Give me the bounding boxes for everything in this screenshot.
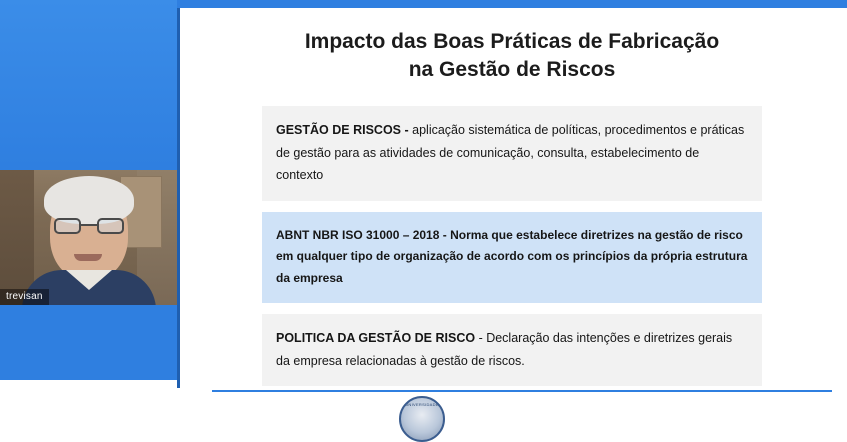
content-block — [262, 314, 762, 386]
content-block — [262, 212, 762, 304]
content-block-lead: GESTÃO DE RISCOS - — [276, 123, 413, 137]
video-background-left-wall — [0, 170, 34, 305]
glasses-icon — [54, 218, 124, 234]
video-panel — [0, 0, 177, 415]
content-block-text: Norma que estabelece diretrizes na gestão de risco em qualquer tipo de organização de acordo com os princípios da própria estrutura da empresa — [276, 227, 748, 285]
content-block-lead: ABNT NBR ISO 31000 – 2018 - — [276, 227, 451, 242]
video-panel-bottom-strip — [0, 380, 177, 415]
content-block-lead: POLITICA DA GESTÃO DE RISCO — [276, 331, 476, 346]
presentation-slide — [177, 0, 847, 415]
institution-seal-text: UNIVERSIDADE — [405, 402, 439, 407]
participant-hair — [44, 176, 134, 224]
slide-left-rule — [177, 8, 180, 388]
content-block — [262, 106, 762, 201]
content-block-text: aplicação sistemática de políticas, procedimentos e práticas de gestão para as atividades de comunicação, consulta, estabelecimento de contexto — [276, 123, 745, 182]
slide-title-line-2: na Gestão de Riscos — [408, 58, 616, 82]
content-block-text: - Declaração das intenções e diretrizes gerais da empresa relacionadas à gestão de riscos. — [276, 331, 733, 368]
participant-mouth — [74, 254, 102, 261]
slide-footer-divider — [212, 390, 832, 392]
participant-name-label: trevisan — [0, 289, 49, 305]
slide-title — [217, 28, 807, 85]
slide-content-blocks — [262, 106, 762, 397]
participant-video-tile[interactable] — [0, 170, 177, 305]
institution-seal-icon — [399, 396, 445, 442]
slide-title-line-1: Impacto das Boas Práticas de Fabricação — [304, 30, 720, 53]
slide-top-bar — [177, 0, 847, 8]
